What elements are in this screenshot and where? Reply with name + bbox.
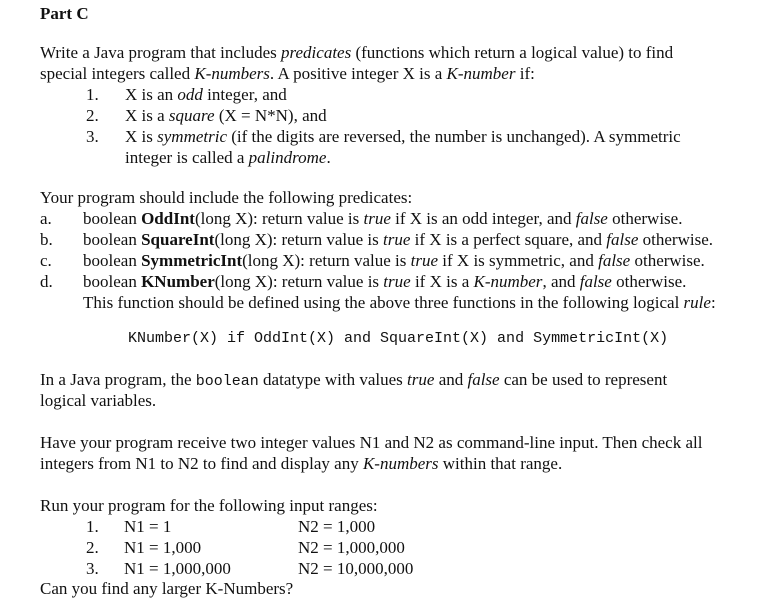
- range-number: 1.: [86, 517, 99, 536]
- condition-number: 2.: [86, 106, 99, 125]
- condition-term: square: [168, 106, 215, 125]
- predicate-odd-int: [83, 208, 682, 229]
- predicate-part: otherwise.: [611, 272, 687, 291]
- predicate-part: (long X): return value is: [214, 230, 384, 249]
- predicate-name: SymmetricInt: [141, 251, 243, 270]
- predicate-part: (long X): return value is: [214, 272, 384, 291]
- knumber-rule-code: KNumber(X) if OddInt(X) and SquareInt(X) and SymmetricInt(X): [128, 330, 669, 347]
- part-title: Part C: [40, 4, 89, 23]
- false-term: false: [467, 370, 500, 389]
- condition-number: 1.: [86, 85, 99, 104]
- true-term: true: [383, 230, 411, 249]
- predicate-symmetric-int: [83, 250, 705, 271]
- para-text: datatype with values: [258, 370, 408, 389]
- range-n1: N1 = 1,000: [124, 538, 202, 557]
- intro-line-2: [40, 63, 535, 84]
- predicate-part: (long X): return value is: [242, 251, 411, 270]
- input-para-line-2: [40, 453, 562, 474]
- k-numbers-term: K-numbers: [194, 64, 270, 83]
- predicate-name: KNumber: [141, 272, 215, 291]
- predicate-letter: c.: [40, 251, 52, 270]
- false-term: false: [579, 272, 612, 291]
- true-term: true: [363, 209, 391, 228]
- para-text: within that range.: [438, 454, 563, 473]
- para-text: integers from N1 to N2 to find and display any: [40, 454, 363, 473]
- intro-text: Write a Java program that includes: [40, 43, 282, 62]
- intro-text: if:: [515, 64, 535, 83]
- predicate-part: if X is symmetric, and: [438, 251, 599, 270]
- predicate-square-int: [83, 229, 713, 250]
- rule-term: rule: [683, 293, 711, 312]
- condition-text: [125, 126, 681, 147]
- true-term: true: [407, 370, 435, 389]
- predicate-part: otherwise.: [638, 230, 713, 249]
- intro-text: special integers called: [40, 64, 195, 83]
- run-intro: Run your program for the following input ranges:: [40, 496, 378, 515]
- condition-part: X is a: [125, 106, 169, 125]
- boolean-code: boolean: [195, 373, 259, 390]
- condition-part: X is: [125, 127, 158, 146]
- predicate-name: SquareInt: [141, 230, 215, 249]
- predicate-part: , and: [542, 272, 580, 291]
- range-n1: N1 = 1: [124, 517, 172, 536]
- condition-number: 3.: [86, 127, 99, 146]
- rule-text: :: [710, 293, 716, 312]
- condition-part: integer is called a: [125, 148, 249, 167]
- intro-text: (functions which return a logical value) to find: [351, 43, 674, 62]
- intro-text: . A positive integer X is a: [269, 64, 447, 83]
- k-number-term: K-number: [473, 272, 543, 291]
- predicate-part: otherwise.: [607, 209, 683, 228]
- para-text: In a Java program, the: [40, 370, 196, 389]
- predicate-part: boolean: [83, 209, 142, 228]
- range-n1: N1 = 1,000,000: [124, 559, 231, 578]
- predicate-name: OddInt: [141, 209, 195, 228]
- true-term: true: [383, 272, 411, 291]
- predicate-part: (long X): return value is: [194, 209, 364, 228]
- boolean-para-line-2: logical variables.: [40, 391, 157, 410]
- k-number-term: K-number: [446, 64, 516, 83]
- predicate-part: if X is a perfect square, and: [410, 230, 607, 249]
- predicate-letter: b.: [40, 230, 53, 249]
- intro-line-1: [40, 42, 673, 63]
- condition-term: symmetric: [157, 127, 227, 146]
- condition-text: [125, 105, 327, 126]
- false-term: false: [598, 251, 631, 270]
- predicates-intro: Your program should include the following predicates:: [40, 188, 413, 207]
- range-n2: N2 = 1,000: [298, 517, 376, 536]
- true-term: true: [410, 251, 439, 270]
- predicates-term: predicates: [281, 43, 352, 62]
- predicate-part: if X is a: [410, 272, 474, 291]
- false-term: false: [575, 209, 608, 228]
- predicate-part: boolean: [83, 272, 142, 291]
- para-text: can be used to represent: [499, 370, 668, 389]
- para-text: and: [434, 370, 468, 389]
- false-term: false: [606, 230, 639, 249]
- predicate-part: if X is an odd integer, and: [390, 209, 576, 228]
- predicate-part: boolean: [83, 251, 142, 270]
- predicate-part: boolean: [83, 230, 142, 249]
- condition-text: [125, 84, 287, 105]
- rule-line: [83, 292, 716, 313]
- predicate-part: otherwise.: [630, 251, 705, 270]
- condition-part: integer, and: [202, 85, 287, 104]
- range-n2: N2 = 10,000,000: [298, 559, 414, 578]
- predicate-letter: d.: [40, 272, 53, 291]
- predicate-knumber: [83, 271, 686, 292]
- range-number: 3.: [86, 559, 99, 578]
- condition-part: X is an: [125, 85, 178, 104]
- condition-part: .: [326, 148, 331, 167]
- input-para-line-1: Have your program receive two integer values N1 and N2 as command-line input. Then check all: [40, 433, 703, 452]
- final-question: Can you find any larger K-Numbers?: [40, 579, 294, 598]
- k-numbers-term: K-numbers: [362, 454, 439, 473]
- range-number: 2.: [86, 538, 99, 557]
- range-n2: N2 = 1,000,000: [298, 538, 405, 557]
- predicate-letter: a.: [40, 209, 52, 228]
- condition-term: odd: [177, 85, 203, 104]
- condition-text-continued: [125, 147, 331, 168]
- rule-text: This function should be defined using the above three functions in the following logical: [83, 293, 684, 312]
- condition-part: (if the digits are reversed, the number is unchanged). A symmetric: [227, 127, 681, 146]
- condition-part: (X = N*N), and: [214, 106, 327, 125]
- boolean-para-line-1: [40, 369, 667, 392]
- palindrome-term: palindrome: [248, 148, 327, 167]
